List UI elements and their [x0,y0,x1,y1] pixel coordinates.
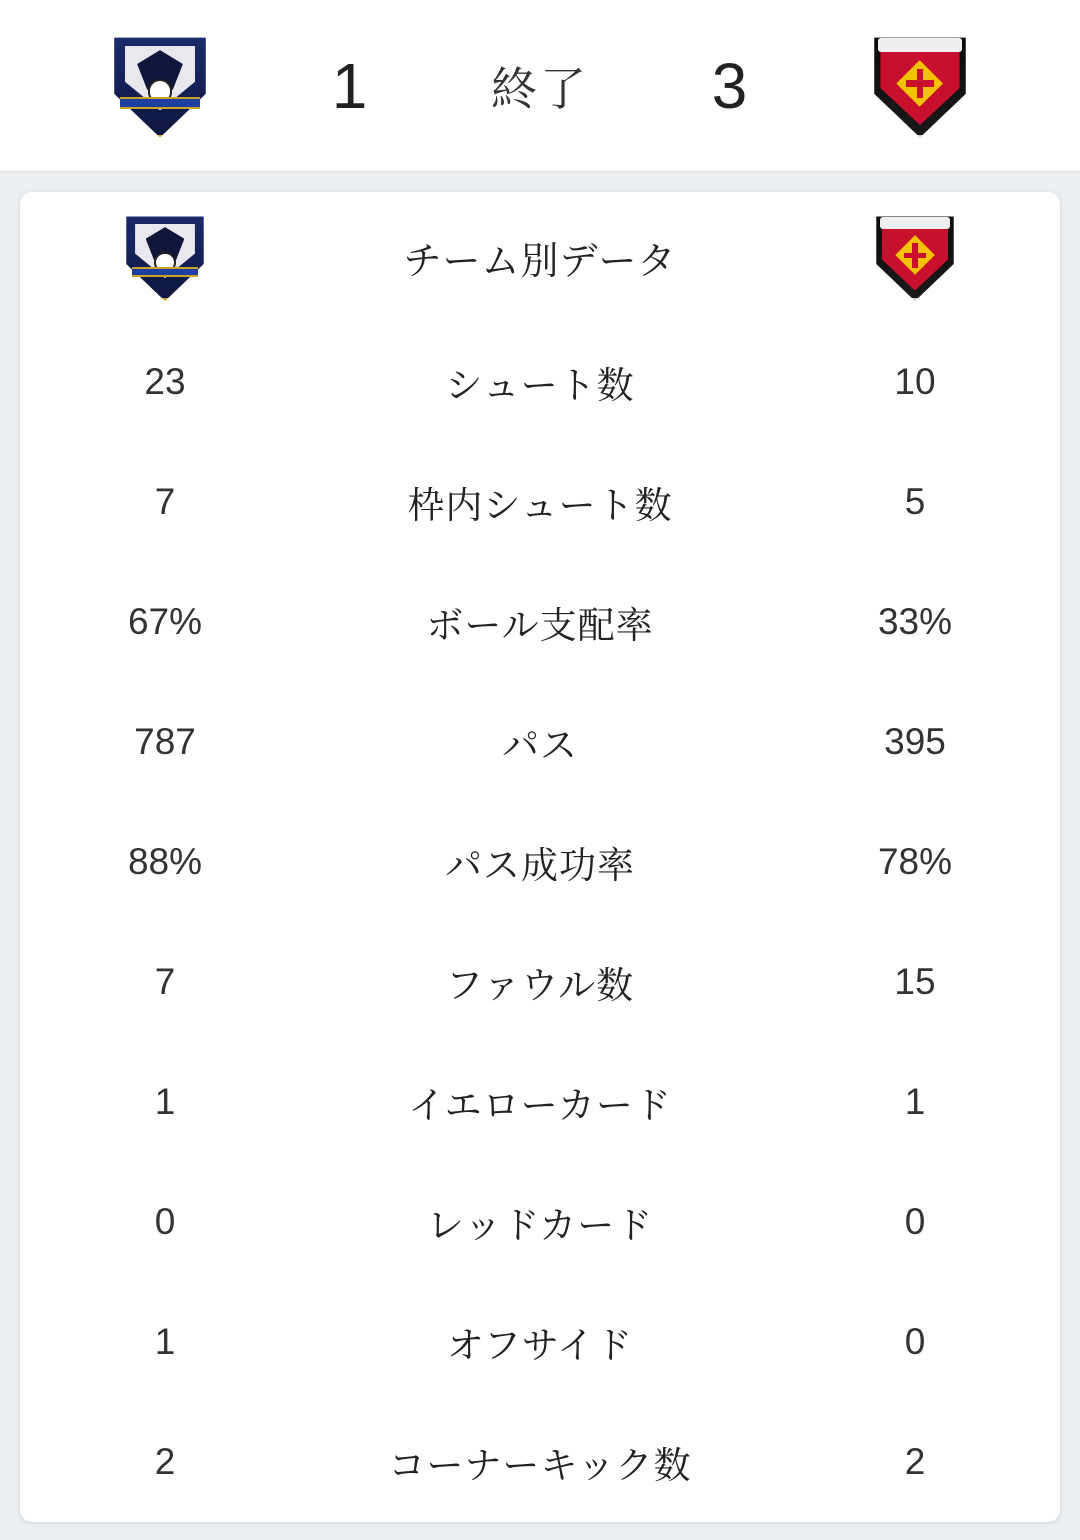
stats-title: チーム別データ [403,240,677,283]
stats-away-crest-wrap [770,213,1060,301]
match-score-header [0,0,1080,172]
stat-away-value: 5 [904,481,926,522]
stat-row [20,1042,1060,1162]
stat-row [20,1162,1060,1282]
team-stats-header [20,192,1060,322]
stat-label: ボール支配率 [426,605,654,646]
stat-home-value: 7 [154,481,176,522]
stat-label: パス [502,725,578,766]
stat-home-value: 7 [154,961,176,1002]
stat-row [20,1282,1060,1402]
stat-label: ファウル数 [445,965,635,1006]
stat-label: レッドカード [426,1205,654,1246]
gamba-osaka-crest-icon [121,213,209,301]
team-stats-card [20,192,1060,1522]
stat-row [20,922,1060,1042]
stat-label: シュート数 [445,365,635,406]
away-score: 3 [711,49,749,122]
stat-row [20,562,1060,682]
stat-home-value: 23 [144,361,186,402]
stat-home-value: 2 [154,1441,176,1482]
stat-away-value: 1 [904,1081,926,1122]
home-score: 1 [331,49,369,122]
gamba-osaka-crest-icon [108,34,212,138]
stat-away-value: 2 [904,1441,926,1482]
stat-home-value: 67% [127,601,203,642]
stat-away-value: 395 [884,721,946,762]
stat-row [20,802,1060,922]
stat-row [20,1402,1060,1522]
stat-away-value: 0 [904,1321,926,1362]
stat-away-value: 10 [894,361,936,402]
stat-home-value: 0 [154,1201,176,1242]
stat-row [20,442,1060,562]
match-status: 終了 [491,62,589,115]
stat-away-value: 15 [894,961,936,1002]
stat-home-value: 88% [127,841,203,882]
header-home-crest-wrap [60,34,260,138]
urawa-reds-crest-icon [871,213,959,301]
stat-label: コーナーキック数 [388,1445,692,1486]
stat-label: パス成功率 [445,845,635,886]
stat-away-value: 78% [877,841,953,882]
stat-label: オフサイド [446,1325,634,1366]
urawa-reds-crest-icon [868,34,972,138]
stat-row [20,682,1060,802]
stat-row [20,322,1060,442]
stat-home-value: 787 [134,721,196,762]
stat-away-value: 0 [904,1201,926,1242]
stat-label: 枠内シュート数 [407,485,673,526]
stat-away-value: 33% [877,601,953,642]
stat-home-value: 1 [154,1081,176,1122]
stat-label: イエローカード [408,1085,672,1126]
stats-home-crest-wrap [20,213,310,301]
header-away-crest-wrap [820,34,1020,138]
stat-home-value: 1 [154,1321,176,1362]
